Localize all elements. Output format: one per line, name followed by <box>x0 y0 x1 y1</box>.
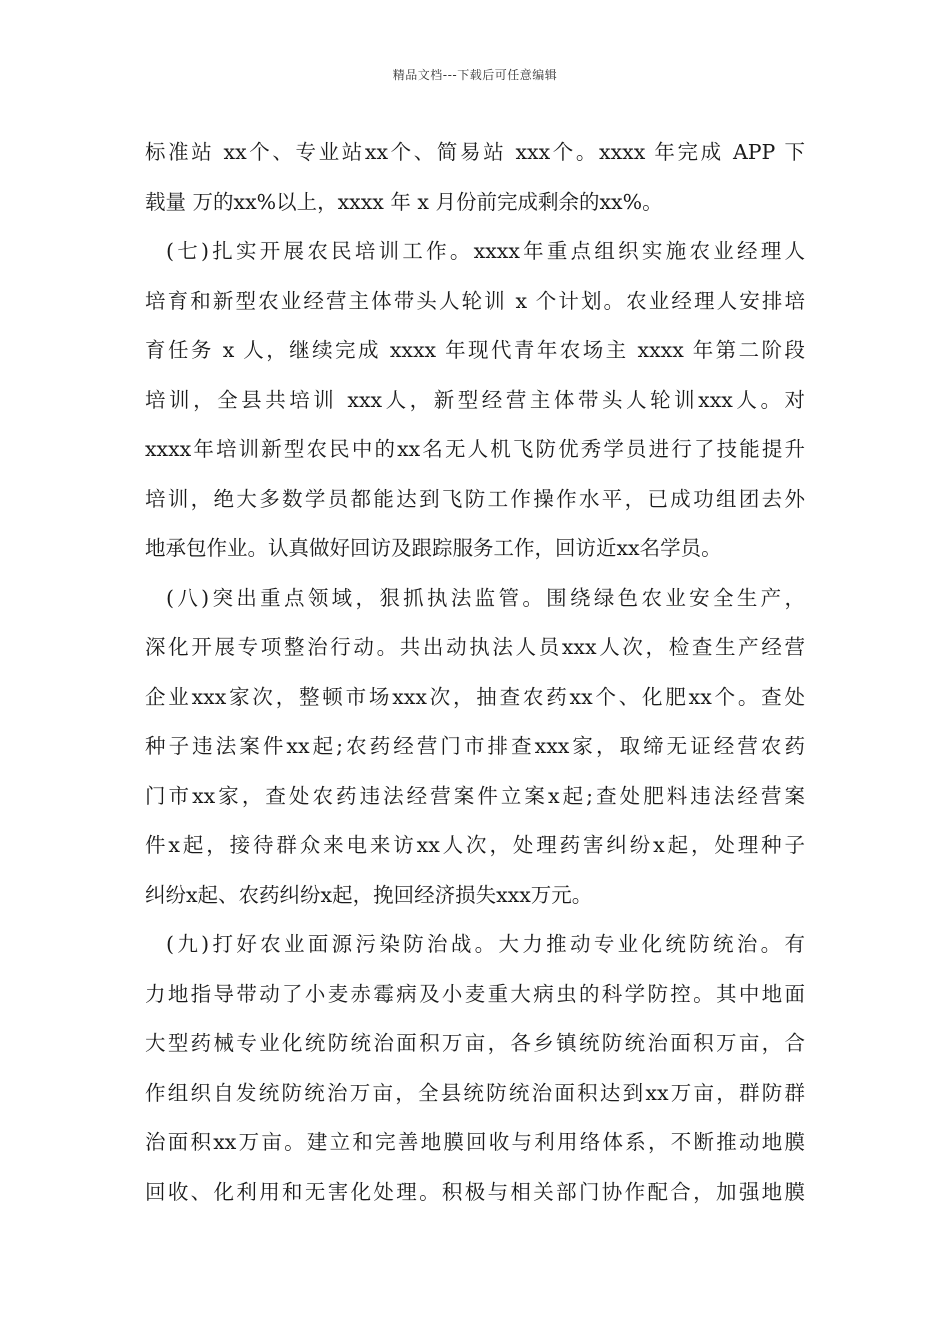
text-line: 培训，全县共培训 xxx人，新型经营主体带头人轮训xxx人。对 <box>145 387 805 412</box>
text-line: 治面积xx万亩。建立和完善地膜回收与利用络体系，不断推动地膜 <box>145 1130 805 1154</box>
text-line: xxxx年培训新型农民中的xx名无人机飞防优秀学员进行了技能提升 <box>145 437 805 461</box>
text-line: 深化开展专项整治行动。共出动执法人员xxx人次，检查生产经营 <box>145 635 805 659</box>
text-line: 门市xx家，查处农药违法经营案件立案x起;查处肥料违法经营案 <box>145 783 805 808</box>
text-line: (七)扎实开展农民培训工作。xxxx年重点组织实施农业经理人 <box>166 239 805 263</box>
text-line: 载量 万的xx%以上，xxxx 年 x 月份前完成剩余的xx%。 <box>145 189 663 214</box>
text-line: 回收、化利用和无害化处理。积极与相关部门协作配合，加强地膜 <box>145 1179 805 1204</box>
text-line: 大型药械专业化统防统治面积万亩，各乡镇统防统治面积万亩，合 <box>145 1031 805 1055</box>
text-line: 培育和新型农业经营主体带头人轮训 x 个计划。农业经理人安排培 <box>145 288 805 313</box>
text-line: 培训，绝大多数学员都能达到飞防工作操作水平，已成功组团去外 <box>145 486 805 511</box>
document-body <box>145 132 805 1221</box>
text-line: (八)突出重点领域，狠抓执法监管。围绕绿色农业安全生产， <box>166 585 805 610</box>
text-line: (九)打好农业面源污染防治战。大力推动专业化统防统治。有 <box>166 932 805 956</box>
text-line: 件x起，接待群众来电来访xx人次，处理药害纠纷x起，处理种子 <box>145 833 805 857</box>
text-line: 纠纷x起、农药纠纷x起，挽回经济损失xxx万元。 <box>145 882 593 907</box>
text-line: 作组织自发统防统治万亩，全县统防统治面积达到xx万亩，群防群 <box>145 1080 805 1105</box>
text-line: 力地指导带动了小麦赤霉病及小麦重大病虫的科学防控。其中地面 <box>145 981 805 1006</box>
text-line: 企业xxx家次，整顿市场xxx次，抽查农药xx个、化肥xx个。查处 <box>145 684 805 709</box>
page-header: 精品文档---下载后可任意编辑 <box>392 68 558 82</box>
text-line: 标准站 xx个、专业站xx个、简易站 xxx个。xxxx 年完成 APP 下 <box>145 140 805 164</box>
text-line: 地承包作业。认真做好回访及跟踪服务工作，回访近xx名学员。 <box>145 536 722 560</box>
text-line: 种子违法案件xx起;农药经营门市排查xxx家，取缔无证经营农药 <box>145 734 805 758</box>
text-line: 育任务 x 人，继续完成 xxxx 年现代青年农场主 xxxx 年第二阶段 <box>145 338 805 362</box>
